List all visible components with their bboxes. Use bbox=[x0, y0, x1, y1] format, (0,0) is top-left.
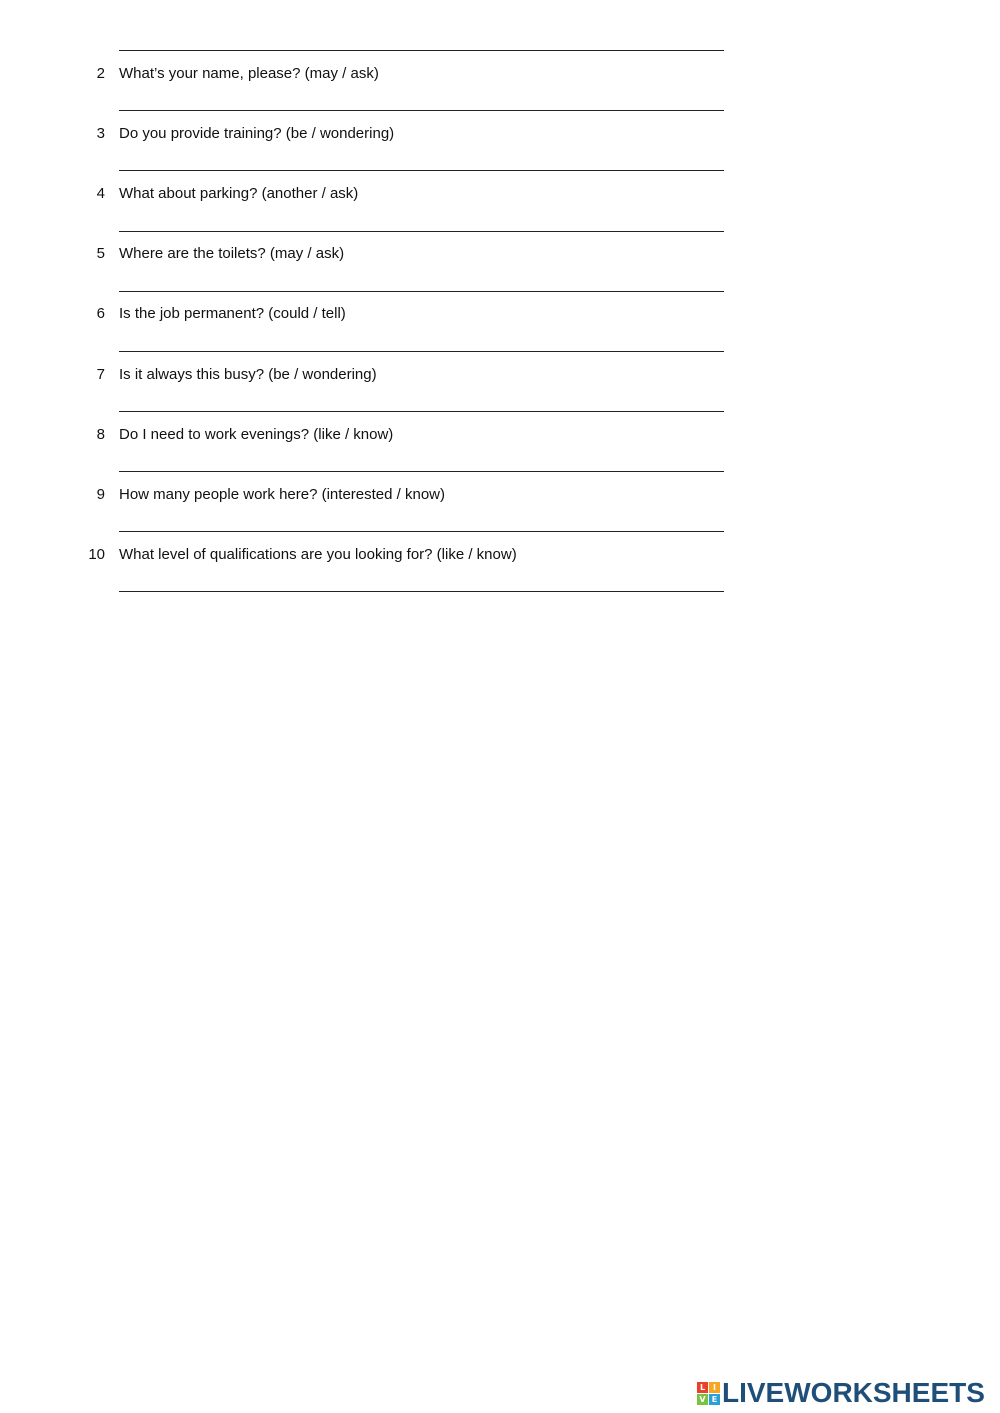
item-prompt: Do you provide training? (be / wondering) bbox=[119, 125, 395, 142]
logo-text: LIVEWORKSHEETS bbox=[722, 1377, 985, 1408]
item-number: 10 bbox=[88, 546, 105, 563]
exercise-item bbox=[0, 364, 760, 386]
item-prompt: What’s your name, please? (may / ask) bbox=[119, 65, 379, 82]
answer-line bbox=[119, 110, 724, 111]
logo-mark-icon bbox=[697, 1382, 720, 1405]
exercise-item bbox=[0, 63, 760, 85]
answer-line bbox=[119, 50, 724, 51]
exercise-item bbox=[0, 484, 760, 506]
answer-line bbox=[119, 531, 724, 532]
item-prompt: What about parking? (another / ask) bbox=[119, 185, 359, 202]
item-number: 8 bbox=[96, 426, 105, 443]
item-prompt: Is it always this busy? (be / wondering) bbox=[119, 366, 377, 383]
exercise-item bbox=[0, 243, 760, 265]
exercise-item bbox=[0, 123, 760, 145]
item-prompt: Where are the toilets? (may / ask) bbox=[119, 245, 345, 262]
logo-letter-e: E bbox=[709, 1394, 720, 1405]
item-number: 3 bbox=[96, 125, 105, 142]
logo-letter-i: I bbox=[709, 1382, 720, 1393]
item-prompt: Do I need to work evenings? (like / know) bbox=[119, 426, 394, 443]
liveworksheets-logo[interactable] bbox=[697, 1378, 985, 1408]
answer-line bbox=[119, 411, 724, 412]
exercise-item bbox=[0, 424, 760, 446]
answer-line bbox=[119, 231, 724, 232]
answer-line bbox=[119, 471, 724, 472]
answer-line bbox=[119, 291, 724, 292]
logo-letter-l: L bbox=[697, 1382, 708, 1393]
item-number: 4 bbox=[96, 185, 105, 202]
item-number: 5 bbox=[96, 245, 105, 262]
answer-line bbox=[119, 351, 724, 352]
exercise-item bbox=[0, 303, 760, 325]
exercise-item bbox=[0, 183, 760, 205]
answer-line bbox=[119, 591, 724, 592]
item-number: 2 bbox=[96, 65, 105, 82]
item-number: 7 bbox=[96, 366, 105, 383]
item-prompt: Is the job permanent? (could / tell) bbox=[119, 305, 346, 322]
item-number: 9 bbox=[96, 486, 105, 503]
item-prompt: What level of qualifications are you looking for? (like / know) bbox=[119, 546, 517, 563]
answer-line bbox=[119, 170, 724, 171]
item-number: 6 bbox=[96, 305, 105, 322]
logo-letter-v: V bbox=[697, 1394, 708, 1405]
exercise-item bbox=[0, 544, 760, 566]
item-prompt: How many people work here? (interested / know) bbox=[119, 486, 445, 503]
